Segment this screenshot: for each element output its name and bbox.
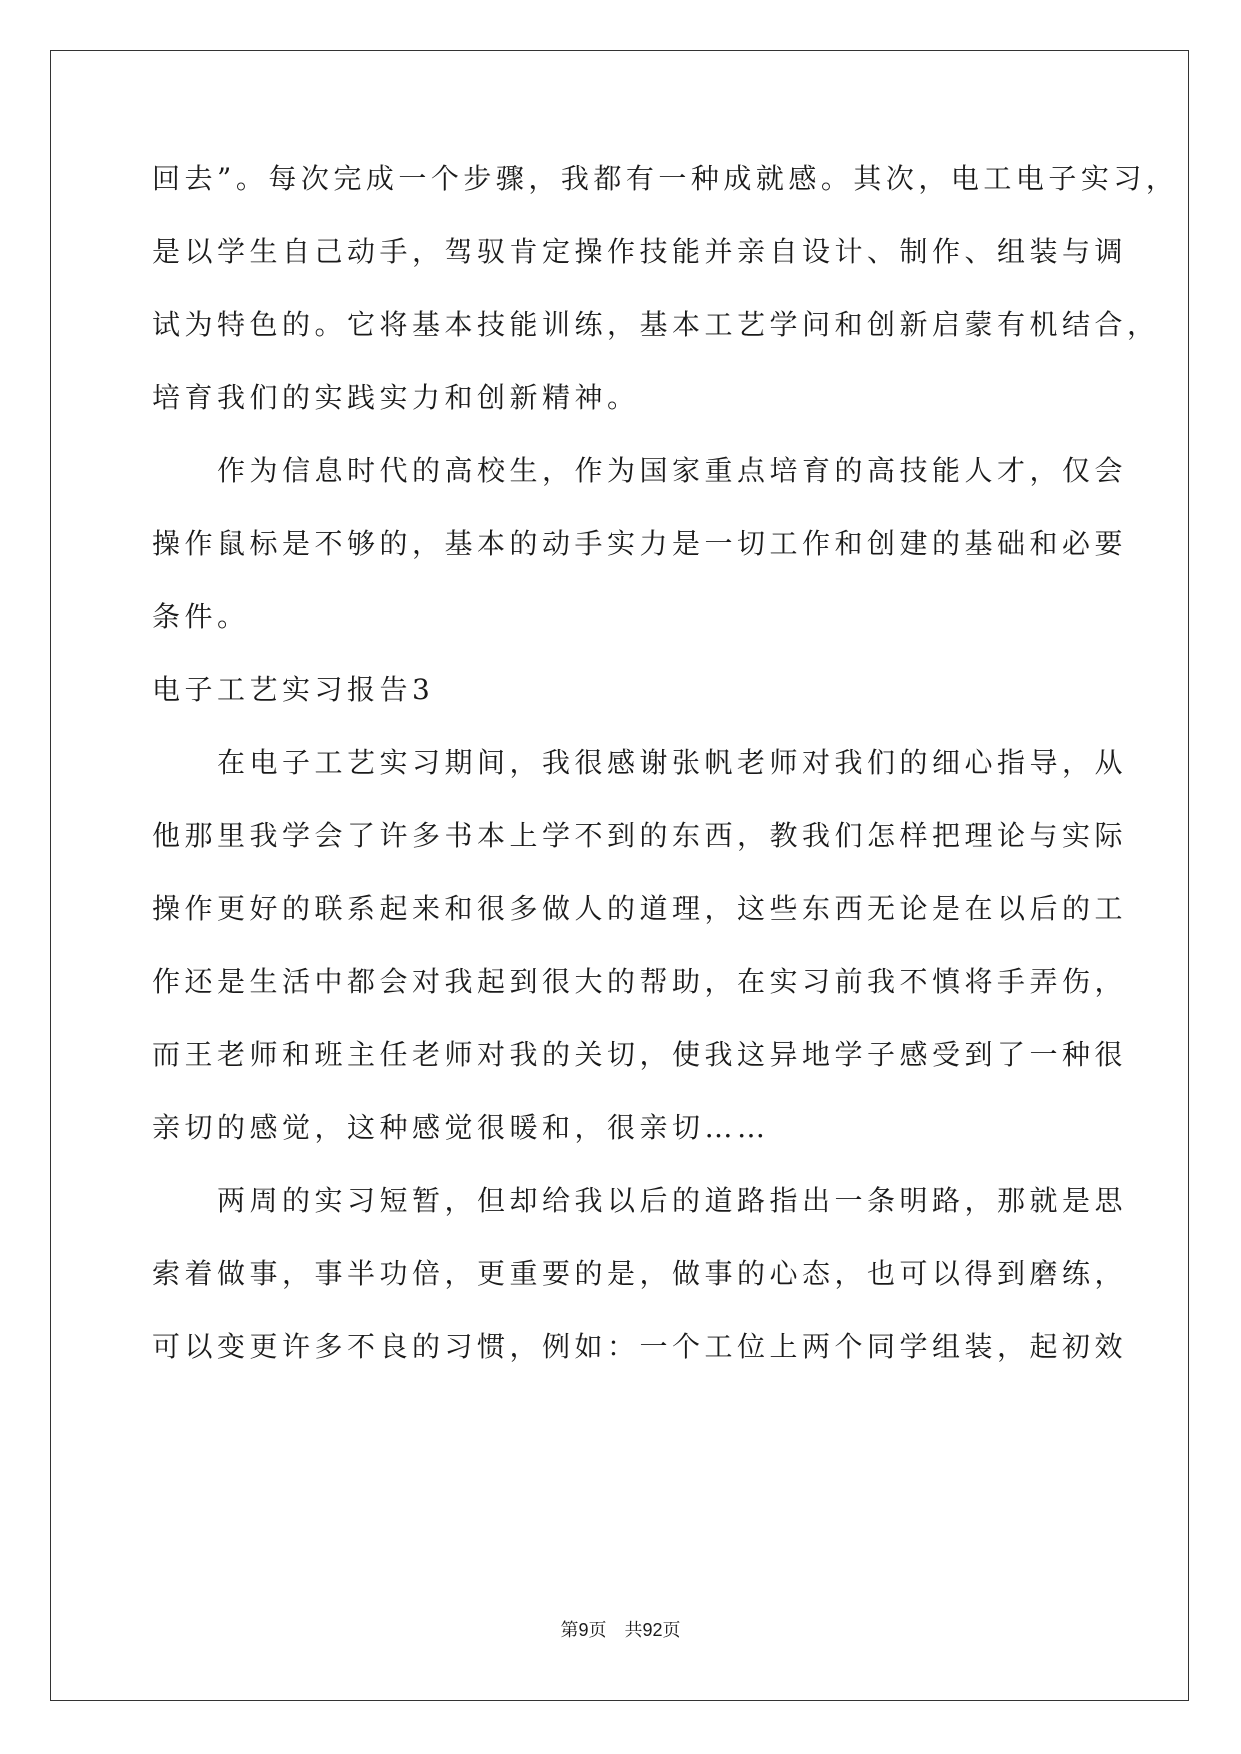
page-footer — [0, 1616, 1241, 1642]
text-line: 条件。 — [152, 600, 250, 633]
text-line: 索着做事，事半功倍，更重要的是，做事的心态，也可以得到磨练， — [152, 1257, 1128, 1290]
section-heading: 电子工艺实习报告3 — [152, 673, 435, 706]
total-page-count: 92 — [642, 1620, 663, 1640]
text-line: 可以变更许多不良的习惯，例如：一个工位上两个同学组装，起初效 — [152, 1330, 1128, 1363]
text-line: 试为特色的。它将基本技能训练，基本工艺学问和创新启蒙有机结合， — [152, 308, 1160, 341]
text-line: 操作鼠标是不够的，基本的动手实力是一切工作和创建的基础和必要 — [152, 527, 1128, 560]
footer-prefix: 第 — [560, 1620, 579, 1641]
text-line: 作还是生活中都会对我起到很大的帮助，在实习前我不慎将手弄伤， — [152, 965, 1128, 998]
text-line: 他那里我学会了许多书本上学不到的东西，教我们怎样把理论与实际 — [152, 819, 1128, 852]
text-line: 亲切的感觉，这种感觉很暖和，很亲切…… — [152, 1111, 770, 1144]
text-line: 回去”。每次完成一个步骤，我都有一种成就感。其次，电工电子实习， — [152, 162, 1179, 195]
text-line: 是以学生自己动手，驾驭肯定操作技能并亲自设计、制作、组装与调 — [152, 235, 1128, 268]
footer-middle: 页 共 — [588, 1620, 643, 1641]
text-line: 培育我们的实践实力和创新精神。 — [152, 381, 640, 414]
footer-suffix: 页 — [662, 1620, 681, 1641]
text-line: 而王老师和班主任老师对我的关切，使我这异地学子感受到了一种很 — [152, 1038, 1128, 1071]
text-line: 操作更好的联系起来和很多做人的道理，这些东西无论是在以后的工 — [152, 892, 1128, 925]
current-page-number: 9 — [578, 1620, 589, 1640]
text-line: 在电子工艺实习期间，我很感谢张帆老师对我们的细心指导，从 — [152, 746, 1128, 779]
text-line: 两周的实习短暂，但却给我以后的道路指出一条明路，那就是思 — [152, 1184, 1128, 1217]
page-border — [50, 50, 1189, 1701]
text-line: 作为信息时代的高校生，作为国家重点培育的高技能人才，仅会 — [152, 454, 1128, 487]
